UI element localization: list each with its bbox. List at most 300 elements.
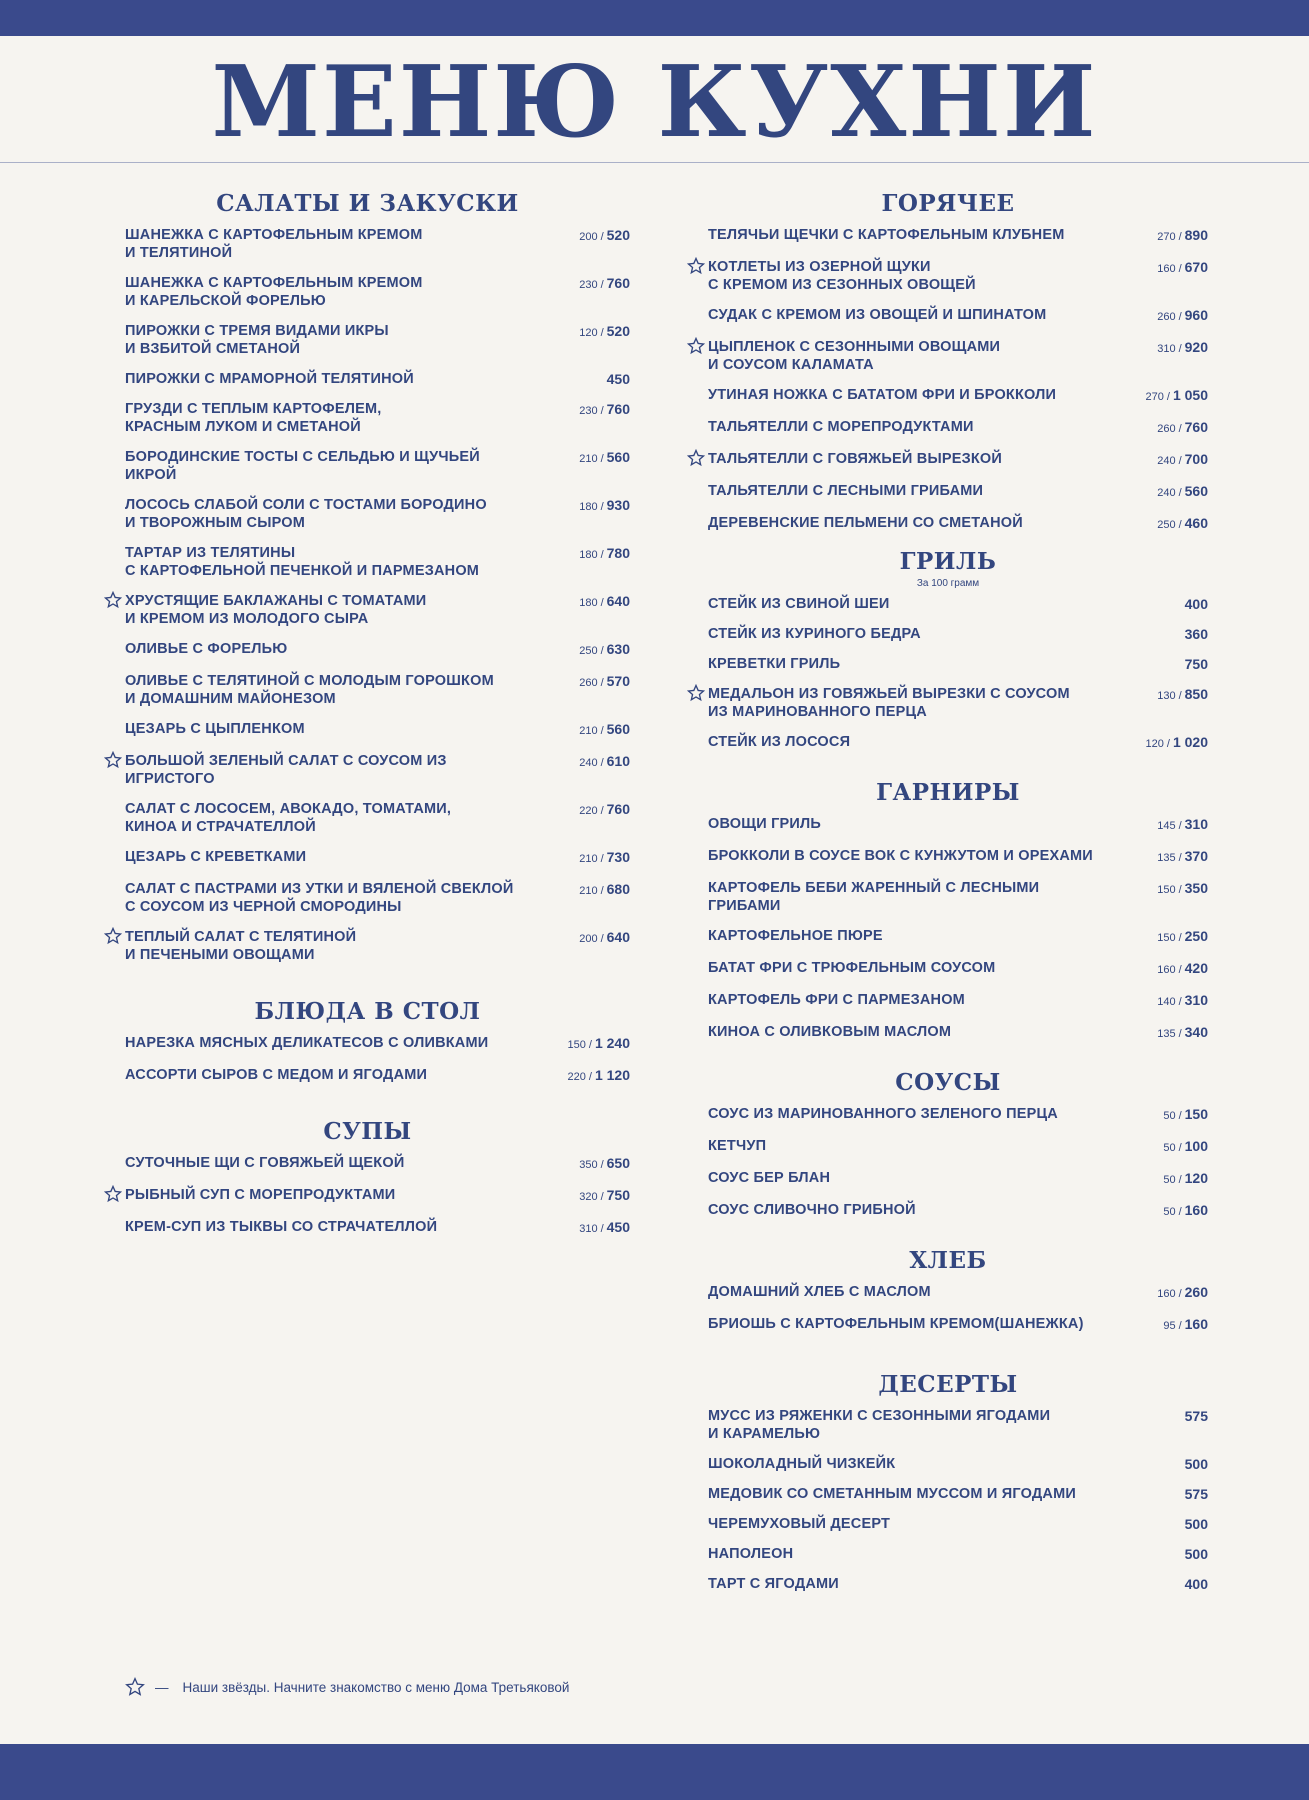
item-weight: 210 [579, 725, 598, 737]
item-name: ТАЛЬЯТЕЛЛИ С ГОВЯЖЬЕЙ ВЫРЕЗКОЙ [708, 451, 1003, 467]
item-price [530, 226, 630, 246]
star-icon [687, 449, 705, 467]
star-icon [687, 257, 705, 275]
menu-item [688, 595, 1208, 613]
section-salads [105, 190, 630, 964]
item-name: МУСС ИЗ РЯЖЕНКИ С СЕЗОННЫМИ ЯГОДАМИ И КАРАМЕЛЬЮ [708, 1408, 1051, 1442]
item-weight: 320 [579, 1191, 598, 1203]
menu-item [105, 544, 630, 580]
item-name: ПИРОЖКИ С МРАМОРНОЙ ТЕЛЯТИНОЙ [125, 371, 414, 387]
star-icon [104, 751, 122, 769]
section-grill [688, 548, 1208, 753]
item-list [688, 1407, 1208, 1593]
right-column [688, 190, 1208, 1619]
item-price [1108, 1545, 1208, 1563]
item-name: СОУС СЛИВОЧНО ГРИБНОЙ [708, 1202, 916, 1218]
price-value: 160 [1184, 1316, 1208, 1332]
weight-separator: / [1178, 820, 1182, 832]
item-price [1108, 1023, 1208, 1043]
menu-item [688, 991, 1208, 1011]
item-price [530, 274, 630, 294]
weight-separator: / [1178, 964, 1182, 976]
item-weight: 210 [579, 885, 598, 897]
item-name: ОЛИВЬЕ С ФОРЕЛЬЮ [125, 641, 288, 657]
item-price [1108, 1105, 1208, 1125]
item-name: БАТАТ ФРИ С ТРЮФЕЛЬНЫМ СОУСОМ [708, 960, 996, 976]
menu-item [105, 880, 630, 916]
price-value: 450 [606, 1219, 630, 1235]
menu-item [105, 640, 630, 660]
item-name: БОЛЬШОЙ ЗЕЛЕНЫЙ САЛАТ С СОУСОМ ИЗ ИГРИСТОГО [125, 753, 447, 787]
item-list [688, 595, 1208, 753]
menu-item [105, 800, 630, 836]
weight-separator: / [600, 805, 604, 817]
menu-item [688, 927, 1208, 947]
page-title: МЕНЮ КУХНИ [211, 45, 1098, 160]
item-weight: 150 [1157, 932, 1176, 944]
item-weight: 250 [579, 645, 598, 657]
menu-item [105, 496, 630, 532]
price-value: 930 [606, 497, 630, 513]
item-weight: 220 [579, 805, 598, 817]
item-weight: 50 [1163, 1142, 1176, 1154]
menu-item [105, 1034, 630, 1054]
item-price [1108, 338, 1208, 358]
item-name: ДОМАШНИЙ ХЛЕБ С МАСЛОМ [708, 1284, 931, 1300]
item-weight: 160 [1157, 964, 1176, 976]
menu-item [688, 879, 1208, 915]
section-subtitle: За 100 грамм [916, 578, 980, 589]
price-value: 500 [1184, 1456, 1208, 1472]
item-price [1108, 386, 1208, 406]
section-hot [688, 190, 1208, 534]
weight-separator: / [1178, 1142, 1182, 1154]
price-value: 310 [1184, 816, 1208, 832]
item-price [530, 1218, 630, 1238]
weight-separator: / [1178, 455, 1182, 467]
item-price [1108, 1407, 1208, 1425]
star-icon [104, 1185, 122, 1203]
item-name: ЧЕРЕМУХОВЫЙ ДЕСЕРТ [708, 1516, 891, 1532]
item-list [688, 815, 1208, 1043]
top-band [0, 0, 1309, 36]
price-value: 250 [1184, 928, 1208, 944]
item-weight: 135 [1157, 852, 1176, 864]
weight-separator: / [600, 549, 604, 561]
item-price [1108, 482, 1208, 502]
item-weight: 260 [1157, 423, 1176, 435]
item-price [530, 720, 630, 740]
item-price [530, 1034, 630, 1054]
item-weight: 140 [1157, 996, 1176, 1008]
item-price [1108, 1515, 1208, 1533]
section-title: ХЛЕБ [909, 1247, 987, 1274]
weight-separator: / [1178, 996, 1182, 1008]
weight-separator: / [588, 1071, 592, 1083]
item-price [1108, 815, 1208, 835]
item-weight: 240 [1157, 487, 1176, 499]
price-value: 575 [1184, 1408, 1208, 1424]
menu-item [688, 1455, 1208, 1473]
item-name: ЛОСОСЬ СЛАБОЙ СОЛИ С ТОСТАМИ БОРОДИНО И ТВОРОЖНЫМ СЫРОМ [125, 497, 487, 531]
item-price [1108, 879, 1208, 899]
item-price [530, 800, 630, 820]
weight-separator: / [1178, 263, 1182, 275]
item-name: ПИРОЖКИ С ТРЕМЯ ВИДАМИ ИКРЫ И ВЗБИТОЙ СМЕТАНОЙ [125, 323, 389, 357]
item-name: КАРТОФЕЛЬНОЕ ПЮРЕ [708, 928, 883, 944]
menu-item [105, 370, 630, 388]
item-name: СТЕЙК ИЗ СВИНОЙ ШЕИ [708, 596, 890, 612]
price-value: 310 [1184, 992, 1208, 1008]
weight-separator: / [1178, 311, 1182, 323]
weight-separator: / [600, 405, 604, 417]
item-price [1108, 1201, 1208, 1221]
menu-item [688, 1105, 1208, 1125]
menu-item [688, 1137, 1208, 1157]
item-name: АССОРТИ СЫРОВ С МЕДОМ И ЯГОДАМИ [125, 1067, 428, 1083]
item-name: РЫБНЫЙ СУП С МОРЕПРОДУКТАМИ [125, 1187, 396, 1203]
price-value: 400 [1184, 596, 1208, 612]
item-name: ЦЕЗАРЬ С КРЕВЕТКАМИ [125, 849, 307, 865]
menu-item [105, 752, 630, 788]
item-name: ЦЕЗАРЬ С ЦЫПЛЕНКОМ [125, 721, 305, 737]
weight-separator: / [1178, 1288, 1182, 1300]
item-list [105, 226, 630, 964]
section-sauces [688, 1069, 1208, 1221]
price-value: 890 [1184, 227, 1208, 243]
item-weight: 135 [1157, 1028, 1176, 1040]
price-value: 260 [1184, 1284, 1208, 1300]
price-value: 560 [1184, 483, 1208, 499]
menu-item [688, 418, 1208, 438]
price-value: 340 [1184, 1024, 1208, 1040]
price-value: 700 [1184, 451, 1208, 467]
menu-item [105, 400, 630, 436]
item-name: КАРТОФЕЛЬ БЕБИ ЖАРЕННЫЙ С ЛЕСНЫМИ ГРИБАМИ [708, 880, 1040, 914]
item-name: УТИНАЯ НОЖКА С БАТАТОМ ФРИ И БРОККОЛИ [708, 387, 1057, 403]
item-price [530, 672, 630, 692]
price-value: 420 [1184, 960, 1208, 976]
menu-item [105, 1066, 630, 1086]
item-weight: 50 [1163, 1110, 1176, 1122]
price-value: 350 [1184, 880, 1208, 896]
item-weight: 200 [579, 933, 598, 945]
item-price [1108, 685, 1208, 705]
item-name: СТЕЙК ИЗ КУРИНОГО БЕДРА [708, 626, 921, 642]
item-price [1108, 514, 1208, 534]
price-value: 680 [606, 881, 630, 897]
item-name: КРЕВЕТКИ ГРИЛЬ [708, 656, 841, 672]
weight-separator: / [1178, 1206, 1182, 1218]
menu-item [688, 226, 1208, 246]
price-value: 630 [606, 641, 630, 657]
item-price [1108, 733, 1208, 753]
item-price [1108, 625, 1208, 643]
price-value: 750 [1184, 656, 1208, 672]
item-name: ОВОЩИ ГРИЛЬ [708, 816, 822, 832]
item-weight: 50 [1163, 1174, 1176, 1186]
item-name: НАРЕЗКА МЯСНЫХ ДЕЛИКАТЕСОВ С ОЛИВКАМИ [125, 1035, 489, 1051]
weight-separator: / [600, 279, 604, 291]
menu-item [688, 1485, 1208, 1503]
weight-separator: / [600, 1223, 604, 1235]
weight-separator: / [1178, 1028, 1182, 1040]
weight-separator: / [1178, 231, 1182, 243]
item-name: САЛАТ С ЛОСОСЕМ, АВОКАДО, ТОМАТАМИ, КИНОА И СТРАЧАТЕЛЛОЙ [125, 801, 452, 835]
item-price [1108, 1137, 1208, 1157]
menu-item [105, 592, 630, 628]
item-price [530, 880, 630, 900]
section-title: ГАРНИРЫ [876, 779, 1020, 806]
item-price [1108, 1283, 1208, 1303]
price-value: 960 [1184, 307, 1208, 323]
price-value: 640 [606, 593, 630, 609]
legend-dash: — [155, 1679, 169, 1695]
item-weight: 150 [567, 1039, 586, 1051]
price-value: 450 [606, 371, 630, 387]
menu-item [688, 1315, 1208, 1335]
price-value: 520 [606, 323, 630, 339]
item-price [530, 848, 630, 868]
menu-item [105, 322, 630, 358]
price-value: 520 [606, 227, 630, 243]
price-value: 760 [606, 801, 630, 817]
section-desserts [688, 1371, 1208, 1593]
menu-item [688, 1515, 1208, 1533]
header-divider [0, 162, 1309, 163]
legend [125, 1677, 569, 1697]
menu-item [688, 338, 1208, 374]
item-price [1108, 226, 1208, 246]
section-title: ДЕСЕРТЫ [878, 1371, 1018, 1398]
item-name: ШОКОЛАДНЫЙ ЧИЗКЕЙК [708, 1456, 896, 1472]
item-weight: 310 [1157, 343, 1176, 355]
star-icon [125, 1677, 145, 1697]
item-list [105, 1034, 630, 1086]
menu-item [688, 1407, 1208, 1443]
item-price [530, 592, 630, 612]
menu-item [105, 274, 630, 310]
weight-separator: / [1178, 519, 1182, 531]
item-name: ДЕРЕВЕНСКИЕ ПЕЛЬМЕНИ СО СМЕТАНОЙ [708, 515, 1023, 531]
item-weight: 210 [579, 453, 598, 465]
price-value: 780 [606, 545, 630, 561]
menu-item [688, 386, 1208, 406]
menu-item [105, 928, 630, 964]
item-weight: 160 [1157, 1288, 1176, 1300]
menu-item [688, 1169, 1208, 1189]
section-title: ГОРЯЧЕЕ [881, 190, 1015, 217]
weight-separator: / [1178, 343, 1182, 355]
weight-separator: / [600, 327, 604, 339]
weight-separator: / [1178, 1174, 1182, 1186]
weight-separator: / [600, 231, 604, 243]
item-weight: 220 [567, 1071, 586, 1083]
item-name: ШАНЕЖКА С КАРТОФЕЛЬНЫМ КРЕМОМ И ТЕЛЯТИНОЙ [125, 227, 423, 261]
menu-item [688, 815, 1208, 835]
price-value: 560 [606, 721, 630, 737]
item-name: ОЛИВЬЕ С ТЕЛЯТИНОЙ С МОЛОДЫМ ГОРОШКОМ И ДОМАШНИМ МАЙОНЕЗОМ [125, 673, 494, 707]
item-price [530, 752, 630, 772]
item-name: ТАЛЬЯТЕЛЛИ С МОРЕПРОДУКТАМИ [708, 419, 974, 435]
bottom-band [0, 1744, 1309, 1800]
item-price [530, 1186, 630, 1206]
weight-separator: / [600, 853, 604, 865]
price-value: 1 240 [594, 1035, 630, 1051]
item-list [688, 1105, 1208, 1221]
star-icon [104, 591, 122, 609]
menu-item [688, 733, 1208, 753]
menu-item [688, 1575, 1208, 1593]
weight-separator: / [1178, 1110, 1182, 1122]
price-value: 1 020 [1172, 734, 1208, 750]
weight-separator: / [600, 725, 604, 737]
price-value: 575 [1184, 1486, 1208, 1502]
item-name: НАПОЛЕОН [708, 1546, 794, 1562]
price-value: 750 [606, 1187, 630, 1203]
weight-separator: / [1178, 1320, 1182, 1332]
item-weight: 250 [1157, 519, 1176, 531]
item-weight: 145 [1157, 820, 1176, 832]
item-price [1108, 1169, 1208, 1189]
item-price [530, 496, 630, 516]
item-price [530, 928, 630, 948]
menu-item [105, 672, 630, 708]
menu-item [688, 959, 1208, 979]
price-value: 460 [1184, 515, 1208, 531]
item-name: ЦЫПЛЕНОК С СЕЗОННЫМИ ОВОЩАМИ И СОУСОМ КАЛАМАТА [708, 339, 1001, 373]
item-name: ШАНЕЖКА С КАРТОФЕЛЬНЫМ КРЕМОМ И КАРЕЛЬСКОЙ ФОРЕЛЬЮ [125, 275, 423, 309]
price-value: 760 [1184, 419, 1208, 435]
weight-separator: / [1166, 738, 1170, 750]
menu-item [688, 1201, 1208, 1221]
price-value: 500 [1184, 1546, 1208, 1562]
item-price [530, 1066, 630, 1086]
weight-separator: / [600, 885, 604, 897]
price-value: 500 [1184, 1516, 1208, 1532]
item-price [1108, 450, 1208, 470]
menu-item [688, 625, 1208, 643]
item-price [1108, 1455, 1208, 1473]
section-title: ГРИЛЬ [899, 548, 997, 575]
item-name: САЛАТ С ПАСТРАМИ ИЗ УТКИ И ВЯЛЕНОЙ СВЕКЛОЙ С СОУСОМ ИЗ ЧЕРНОЙ СМОРОДИНЫ [125, 881, 514, 915]
weight-separator: / [1178, 487, 1182, 499]
item-price [1108, 306, 1208, 326]
item-name: ТАРТ С ЯГОДАМИ [708, 1576, 839, 1592]
item-name: КИНОА С ОЛИВКОВЫМ МАСЛОМ [708, 1024, 952, 1040]
item-price [1108, 991, 1208, 1011]
item-name: КАРТОФЕЛЬ ФРИ С ПАРМЕЗАНОМ [708, 992, 965, 1008]
item-weight: 160 [1157, 263, 1176, 275]
item-name: БРИОШЬ С КАРТОФЕЛЬНЫМ КРЕМОМ(ШАНЕЖКА) [708, 1316, 1084, 1332]
item-name: БРОККОЛИ В СОУСЕ ВОК С КУНЖУТОМ И ОРЕХАМИ [708, 848, 1093, 864]
weight-separator: / [600, 1191, 604, 1203]
price-value: 760 [606, 275, 630, 291]
weight-separator: / [1166, 391, 1170, 403]
price-value: 650 [606, 1155, 630, 1171]
price-value: 760 [606, 401, 630, 417]
item-price [530, 640, 630, 660]
price-value: 370 [1184, 848, 1208, 864]
star-icon [104, 927, 122, 945]
item-name: ТЕЛЯЧЬИ ЩЕЧКИ С КАРТОФЕЛЬНЫМ КЛУБНЕМ [708, 227, 1065, 243]
item-name: ТЕПЛЫЙ САЛАТ С ТЕЛЯТИНОЙ И ПЕЧЕНЫМИ ОВОЩАМИ [125, 929, 357, 963]
menu-item [688, 482, 1208, 502]
item-weight: 270 [1145, 391, 1164, 403]
section-garnish [688, 779, 1208, 1043]
item-name: СОУС ИЗ МАРИНОВАННОГО ЗЕЛЕНОГО ПЕРЦА [708, 1106, 1058, 1122]
menu-item [105, 720, 630, 740]
legend-text: Наши звёзды. Начните знакомство с меню Дома Третьяковой [182, 1679, 570, 1695]
item-list [105, 1154, 630, 1238]
price-value: 150 [1184, 1106, 1208, 1122]
item-price [530, 370, 630, 388]
menu-item [688, 450, 1208, 470]
item-price [1108, 258, 1208, 278]
left-column [105, 190, 630, 1264]
menu-item [105, 448, 630, 484]
star-icon [687, 337, 705, 355]
price-value: 120 [1184, 1170, 1208, 1186]
section-soups [105, 1118, 630, 1238]
item-name: ХРУСТЯЩИЕ БАКЛАЖАНЫ С ТОМАТАМИ И КРЕМОМ ИЗ МОЛОДОГО СЫРА [125, 593, 427, 627]
item-name: СТЕЙК ИЗ ЛОСОСЯ [708, 734, 851, 750]
menu-item [688, 514, 1208, 534]
item-price [1108, 655, 1208, 673]
item-list [688, 226, 1208, 534]
item-weight: 310 [579, 1223, 598, 1235]
item-weight: 270 [1157, 231, 1176, 243]
item-weight: 240 [579, 757, 598, 769]
item-weight: 260 [579, 677, 598, 689]
price-value: 100 [1184, 1138, 1208, 1154]
item-weight: 200 [579, 231, 598, 243]
item-price [530, 322, 630, 342]
item-weight: 260 [1157, 311, 1176, 323]
item-name: ГРУЗДИ С ТЕПЛЫМ КАРТОФЕЛЕМ, КРАСНЫМ ЛУКОМ И СМЕТАНОЙ [125, 401, 382, 435]
menu-item [688, 847, 1208, 867]
menu-item [688, 655, 1208, 673]
weight-separator: / [600, 933, 604, 945]
item-weight: 150 [1157, 884, 1176, 896]
menu-item [105, 1186, 630, 1206]
star-icon [687, 684, 705, 702]
item-name: КОТЛЕТЫ ИЗ ОЗЕРНОЙ ЩУКИ С КРЕМОМ ИЗ СЕЗОННЫХ ОВОЩЕЙ [708, 259, 976, 293]
item-list [688, 1283, 1208, 1335]
section-table [105, 998, 630, 1086]
item-name: ТАРТАР ИЗ ТЕЛЯТИНЫ С КАРТОФЕЛЬНОЙ ПЕЧЕНКОЙ И ПАРМЕЗАНОМ [125, 545, 480, 579]
menu-item [688, 306, 1208, 326]
item-name: СОУС БЕР БЛАН [708, 1170, 831, 1186]
item-name: МЕДАЛЬОН ИЗ ГОВЯЖЬЕЙ ВЫРЕЗКИ С СОУСОМ ИЗ МАРИНОВАННОГО ПЕРЦА [708, 686, 1070, 720]
item-price [1108, 418, 1208, 438]
item-price [1108, 959, 1208, 979]
section-title: САЛАТЫ И ЗАКУСКИ [216, 190, 519, 217]
section-title: СУПЫ [323, 1118, 412, 1145]
item-weight: 230 [579, 279, 598, 291]
price-value: 610 [606, 753, 630, 769]
item-weight: 230 [579, 405, 598, 417]
price-value: 1 050 [1172, 387, 1208, 403]
item-name: КЕТЧУП [708, 1138, 767, 1154]
item-weight: 240 [1157, 455, 1176, 467]
menu-item [105, 848, 630, 868]
item-name: ТАЛЬЯТЕЛЛИ С ЛЕСНЫМИ ГРИБАМИ [708, 483, 984, 499]
item-name: БОРОДИНСКИЕ ТОСТЫ С СЕЛЬДЬЮ И ЩУЧЬЕЙ ИКРОЙ [125, 449, 480, 483]
item-weight: 180 [579, 501, 598, 513]
item-weight: 50 [1163, 1206, 1176, 1218]
price-value: 160 [1184, 1202, 1208, 1218]
